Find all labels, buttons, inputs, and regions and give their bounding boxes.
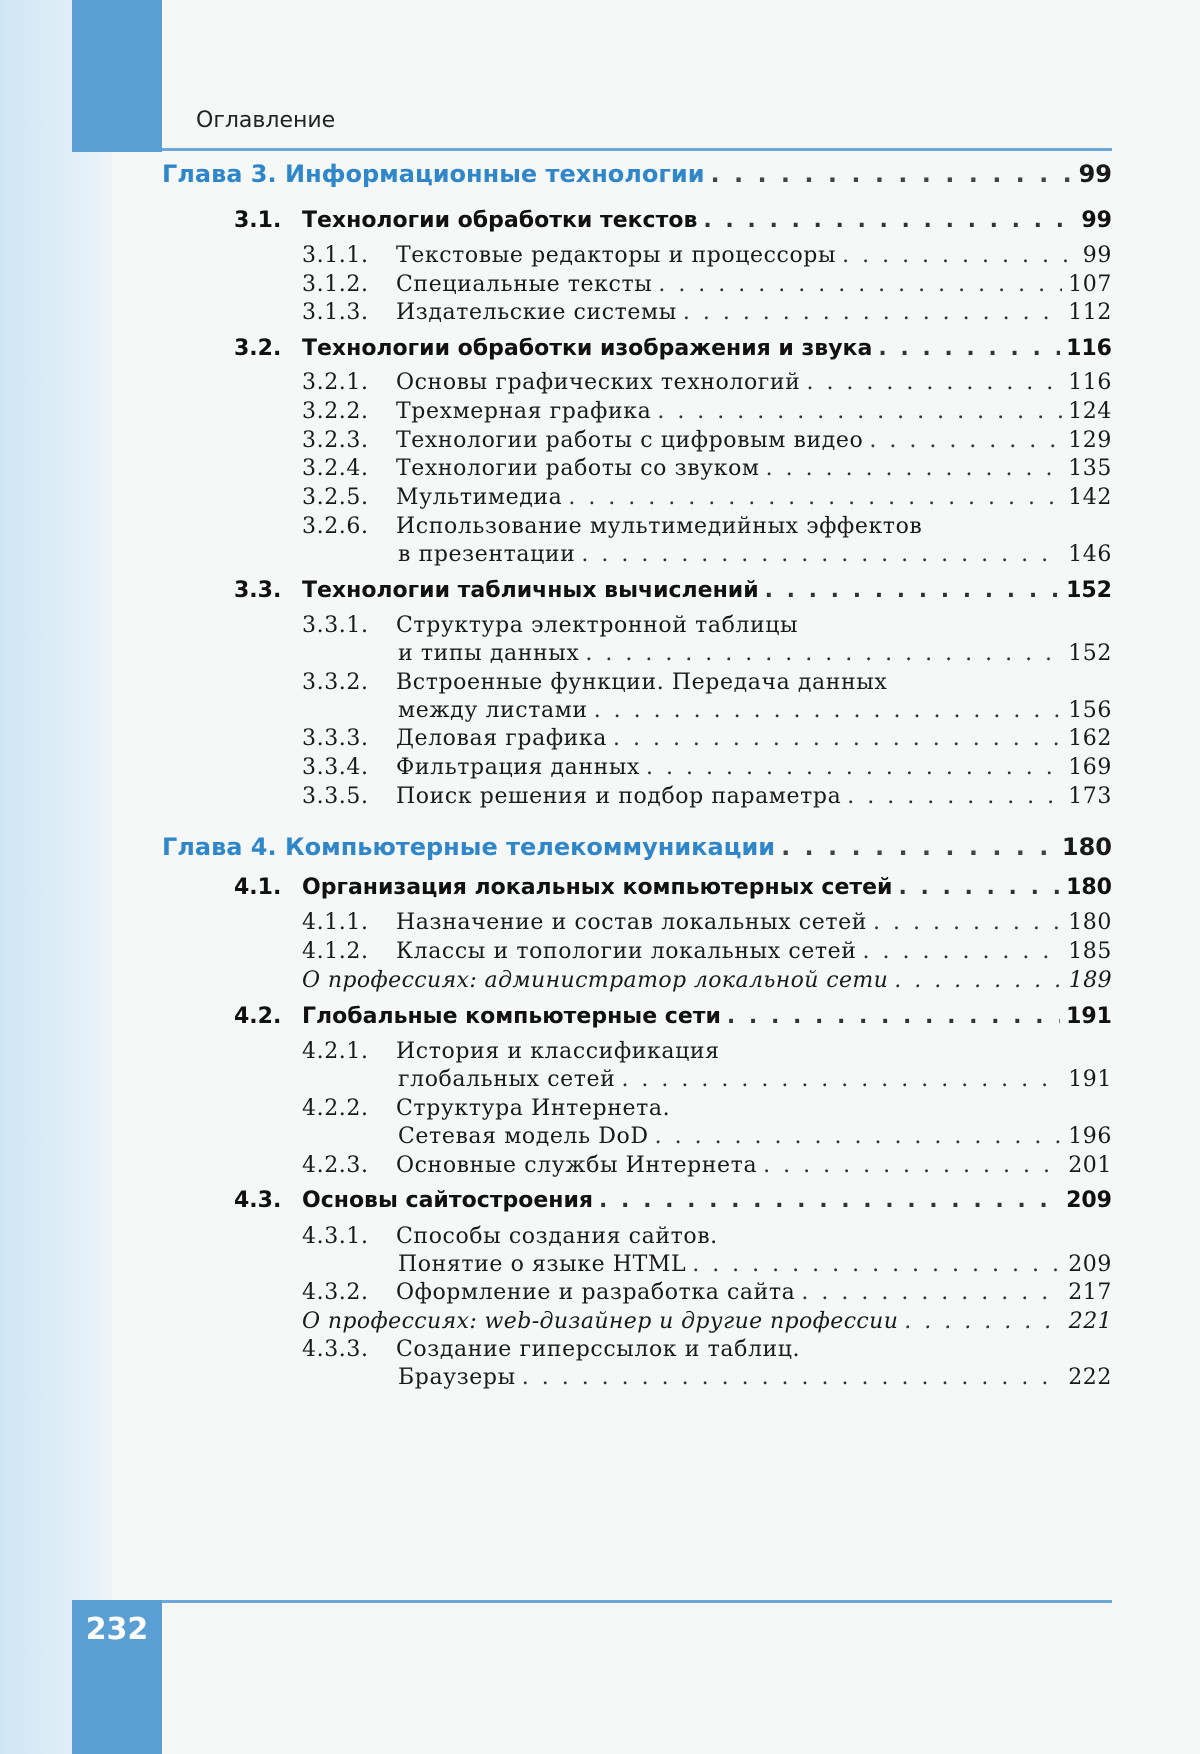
toc-sub-row[interactable] [162, 428, 1112, 453]
toc-entry-text: и типы данных [398, 641, 580, 666]
dot-leader [692, 1252, 1062, 1277]
toc-page-number: 180 [1061, 833, 1112, 861]
dot-leader [657, 399, 1062, 424]
toc-entry-title [234, 336, 872, 361]
toc-entry-text: Поиск решения и подбор параметра [396, 784, 842, 809]
toc-entry-title [302, 428, 863, 453]
toc-sub-row[interactable] [162, 939, 1112, 964]
toc-entry-number: 4.2.3. [302, 1153, 369, 1178]
toc-entry-title [302, 456, 760, 481]
toc-entry-title [302, 939, 857, 964]
toc-cont-row[interactable] [162, 1067, 1112, 1092]
toc-page-number: 185 [1068, 939, 1112, 964]
toc-entry-text: Создание гиперссылок и таблиц. [396, 1337, 801, 1362]
toc-entry-text: Основы сайтостроения [302, 1188, 594, 1213]
toc-lineonly-row[interactable] [162, 613, 1112, 638]
dot-leader [581, 542, 1062, 567]
dot-leader [763, 1153, 1062, 1178]
toc-entry-title [302, 1039, 720, 1064]
toc-entry-text: Глава 4. Компьютерные телекоммуникации [162, 833, 776, 861]
toc-entry-number: 4.3.3. [302, 1337, 369, 1362]
header-color-block [72, 0, 162, 152]
toc-entry-text: Способы создания сайтов. [396, 1224, 718, 1249]
toc-entry-text: Структура Интернета. [396, 1096, 671, 1121]
toc-entry-text: Технологии работы со звуком [396, 456, 760, 481]
toc-entry-number: 4.1.1. [302, 910, 369, 935]
toc-chapter-row[interactable] [162, 160, 1112, 188]
toc-page-number: 135 [1068, 456, 1112, 481]
toc-entry-text: Использование мультимедийных эффектов [396, 514, 923, 539]
toc-entry-number: 4.1. [234, 875, 282, 900]
toc-entry-text: О профессиях: администратор локальной сети [302, 968, 889, 993]
toc-sub-row[interactable] [162, 755, 1112, 780]
toc-section-row[interactable] [162, 1188, 1112, 1213]
toc-entry-text: глобальных сетей [398, 1067, 616, 1092]
toc-entry-title [302, 726, 607, 751]
toc-entry-number: 3.3.4. [302, 755, 369, 780]
toc-entry-title [398, 1252, 686, 1277]
toc-page-number: 99 [1082, 243, 1112, 268]
toc-lineonly-row[interactable] [162, 1337, 1112, 1362]
toc-page-number: 112 [1068, 300, 1112, 325]
toc-sub-row[interactable] [162, 243, 1112, 268]
toc-entry-title [162, 833, 775, 861]
toc-page-number: 180 [1066, 875, 1112, 900]
toc-page-number: 142 [1068, 485, 1112, 510]
toc-entry-number: 3.2.6. [302, 514, 369, 539]
toc-entry-number: 4.2.1. [302, 1039, 369, 1064]
dot-leader [766, 456, 1063, 481]
toc-page-number: 107 [1068, 272, 1112, 297]
running-head: Оглавление [196, 108, 336, 133]
toc-entry-title [302, 1337, 800, 1362]
toc-lineonly-row[interactable] [162, 1039, 1112, 1064]
toc-entry-title [302, 910, 867, 935]
dot-leader [599, 1188, 1060, 1213]
toc-entry-number: 3.2.4. [302, 456, 369, 481]
toc-entry-text: Основы графических технологий [396, 370, 801, 395]
page-margin-strip [0, 0, 112, 1754]
toc-page-number: 116 [1068, 370, 1112, 395]
toc-section-row[interactable] [162, 1004, 1112, 1029]
dot-leader [878, 336, 1060, 361]
toc-entry-number: 3.1.3. [302, 300, 369, 325]
toc-entry-text: Основные службы Интернета [396, 1153, 758, 1178]
toc-sub-row[interactable] [162, 1280, 1112, 1305]
toc-page-number: 146 [1068, 542, 1112, 567]
dot-leader [781, 833, 1056, 861]
toc-entry-text: между листами [398, 698, 588, 723]
toc-page-number: 129 [1068, 428, 1112, 453]
dot-leader [646, 755, 1062, 780]
toc-lineonly-row[interactable] [162, 670, 1112, 695]
toc-entry-text: Фильтрация данных [396, 755, 641, 780]
toc-entry-title [398, 542, 575, 567]
toc-page-number: 191 [1066, 1004, 1112, 1029]
toc-entry-number: 4.1.2. [302, 939, 369, 964]
toc-entry-number: 3.3.1. [302, 613, 369, 638]
toc-sub-row[interactable] [162, 370, 1112, 395]
toc-entry-title [302, 399, 651, 424]
toc-entry-title [162, 160, 705, 188]
dot-leader [869, 428, 1062, 453]
toc-entry-number: 4.3.1. [302, 1224, 369, 1249]
dot-leader [522, 1365, 1062, 1390]
toc-entry-text: Издательские системы [396, 300, 677, 325]
toc-entry-text: Глава 3. Информационные технологии [162, 160, 705, 188]
toc-entry-number: 3.3.2. [302, 670, 369, 695]
toc-page-number: 99 [1081, 208, 1112, 233]
dot-leader [658, 272, 1062, 297]
toc-entry-title [302, 1153, 757, 1178]
toc-entry-title [234, 875, 892, 900]
toc-entry-text: Технологии табличных вычислений [302, 578, 759, 603]
toc-sub-row[interactable] [162, 485, 1112, 510]
toc-entry-number: 3.2.2. [302, 399, 369, 424]
toc-page-number: 173 [1068, 784, 1112, 809]
toc-entry-title [302, 272, 652, 297]
toc-page-number: 201 [1068, 1153, 1112, 1178]
toc-entry-number: 3.2. [234, 336, 282, 361]
toc-cont-row[interactable] [162, 1252, 1112, 1277]
toc-entry-text: Классы и топологии локальных сетей [396, 939, 857, 964]
toc-page-number: 116 [1066, 336, 1112, 361]
toc-entry-number: 3.2.1. [302, 370, 369, 395]
dot-leader [568, 485, 1062, 510]
toc-page-number: 180 [1068, 910, 1112, 935]
dot-leader [585, 641, 1062, 666]
dot-leader [613, 726, 1062, 751]
footer-rule [162, 1600, 1112, 1603]
toc-entry-number: 3.1.2. [302, 272, 369, 297]
toc-entry-title [398, 698, 588, 723]
toc-entry-text: Встроенные функции. Передача данных [396, 670, 888, 695]
toc-page-number: 191 [1068, 1067, 1112, 1092]
dot-leader [711, 160, 1073, 188]
toc-entry-title [302, 613, 798, 638]
toc-entry-text: Деловая графика [396, 726, 607, 751]
toc-entry-text: Глобальные компьютерные сети [302, 1004, 721, 1029]
toc-entry-title [302, 1224, 718, 1249]
toc-entry-title [398, 641, 579, 666]
toc-entry-text: Технологии обработки изображения и звука [302, 336, 873, 361]
toc-page-number: 124 [1068, 399, 1112, 424]
dot-leader [847, 784, 1062, 809]
toc-entry-text: Браузеры [398, 1365, 516, 1390]
toc-section-row[interactable] [162, 208, 1112, 233]
dot-leader [863, 939, 1063, 964]
toc-entry-text: Структура электронной таблицы [396, 613, 799, 638]
toc-entry-title [234, 578, 759, 603]
toc-entry-title [302, 243, 836, 268]
toc-entry-title [302, 1309, 898, 1334]
toc-entry-text: Мультимедиа [396, 485, 563, 510]
toc-entry-title [302, 755, 640, 780]
toc-page-number: 99 [1078, 160, 1112, 188]
toc-entry-title [302, 968, 888, 993]
toc-entry-number: 4.3.2. [302, 1280, 369, 1305]
toc-chapter-row[interactable] [162, 833, 1112, 861]
toc-entry-number: 3.3. [234, 578, 282, 603]
toc-entry-number: 4.2. [234, 1004, 282, 1029]
toc-lineonly-row[interactable] [162, 1224, 1112, 1249]
toc-page-number: 221 [1068, 1309, 1112, 1334]
dot-leader [594, 698, 1063, 723]
toc-entry-text: Оформление и разработка сайта [396, 1280, 796, 1305]
toc-entry-number: 3.3.3. [302, 726, 369, 751]
dot-leader [703, 208, 1075, 233]
toc-sub-row[interactable] [162, 784, 1112, 809]
toc-page-number: 222 [1068, 1365, 1112, 1390]
toc-sub-row[interactable] [162, 456, 1112, 481]
toc-cont-row[interactable] [162, 542, 1112, 567]
toc-entry-title [398, 1067, 615, 1092]
toc-entry-text: Трехмерная графика [396, 399, 652, 424]
toc-cont-row[interactable] [162, 698, 1112, 723]
toc-entry-title [302, 670, 887, 695]
toc-entry-title [302, 300, 677, 325]
dot-leader [898, 875, 1060, 900]
toc-lineonly-row[interactable] [162, 514, 1112, 539]
toc-entry-text: История и классификация [396, 1039, 720, 1064]
toc-entry-number: 3.1. [234, 208, 282, 233]
toc-entry-title [302, 485, 562, 510]
toc-entry-number: 4.3. [234, 1188, 282, 1213]
toc-entry-title [234, 1004, 721, 1029]
page-number: 232 [85, 1612, 149, 1647]
toc-sub-row[interactable] [162, 399, 1112, 424]
toc-entry-text: Сетевая модель DoD [398, 1124, 649, 1149]
toc-page-number: 152 [1066, 578, 1112, 603]
toc-sub-row[interactable] [162, 726, 1112, 751]
dot-leader [765, 578, 1060, 603]
toc-entry-text: Специальные тексты [396, 272, 653, 297]
toc-entry-number: 3.2.5. [302, 485, 369, 510]
toc-section-row[interactable] [162, 875, 1112, 900]
dot-leader [806, 370, 1062, 395]
toc-entry-title [398, 1124, 649, 1149]
toc-page-number: 162 [1068, 726, 1112, 751]
toc-page-number: 152 [1068, 641, 1112, 666]
toc-entry-text: Понятие о языке HTML [398, 1252, 687, 1277]
dot-leader [727, 1004, 1060, 1029]
toc-page-number: 156 [1068, 698, 1112, 723]
dot-leader [621, 1067, 1062, 1092]
toc-section-row[interactable] [162, 578, 1112, 603]
dot-leader [801, 1280, 1062, 1305]
toc-page-number: 209 [1068, 1252, 1112, 1277]
toc-entry-title [302, 1280, 795, 1305]
toc-entry-title [302, 514, 922, 539]
toc-cont-row[interactable] [162, 641, 1112, 666]
toc-cont-row[interactable] [162, 1124, 1112, 1149]
dot-leader [655, 1124, 1063, 1149]
toc-sub-row[interactable] [162, 272, 1112, 297]
toc-entry-text: Организация локальных компьютерных сетей [302, 875, 893, 900]
toc-entry-number: 3.3.5. [302, 784, 369, 809]
toc-entry-text: Технологии обработки текстов [302, 208, 698, 233]
toc-entry-title [302, 1096, 670, 1121]
toc-sub-row[interactable] [162, 300, 1112, 325]
toc-note-row[interactable] [162, 1309, 1112, 1334]
toc-page-number: 189 [1068, 968, 1112, 993]
toc-entry-text: в презентации [398, 542, 576, 567]
toc-entry-title [302, 784, 841, 809]
toc-entry-title [398, 1365, 516, 1390]
toc-cont-row[interactable] [162, 1365, 1112, 1390]
toc-entry-number: 3.1.1. [302, 243, 369, 268]
toc-entry-text: О профессиях: web-дизайнер и другие профессии [302, 1309, 899, 1334]
toc-section-row[interactable] [162, 336, 1112, 361]
toc-entry-title [302, 370, 800, 395]
toc-entry-text: Технологии работы с цифровым видео [396, 428, 864, 453]
toc-sub-row[interactable] [162, 1153, 1112, 1178]
toc-sub-row[interactable] [162, 910, 1112, 935]
table-of-contents [162, 0, 1112, 1754]
toc-entry-title [234, 208, 697, 233]
dot-leader [842, 243, 1077, 268]
toc-entry-number: 4.2.2. [302, 1096, 369, 1121]
toc-entry-text: Текстовые редакторы и процессоры [396, 243, 837, 268]
dot-leader [894, 968, 1063, 993]
dot-leader [873, 910, 1062, 935]
dot-leader [904, 1309, 1063, 1334]
toc-entry-text: Назначение и состав локальных сетей [396, 910, 868, 935]
toc-lineonly-row[interactable] [162, 1096, 1112, 1121]
toc-page-number: 209 [1066, 1188, 1112, 1213]
toc-entry-number: 3.2.3. [302, 428, 369, 453]
toc-note-row[interactable] [162, 968, 1112, 993]
toc-entry-title [234, 1188, 593, 1213]
dot-leader [683, 300, 1062, 325]
toc-page-number: 169 [1068, 755, 1112, 780]
toc-page-number: 217 [1068, 1280, 1112, 1305]
toc-page-number: 196 [1068, 1124, 1112, 1149]
